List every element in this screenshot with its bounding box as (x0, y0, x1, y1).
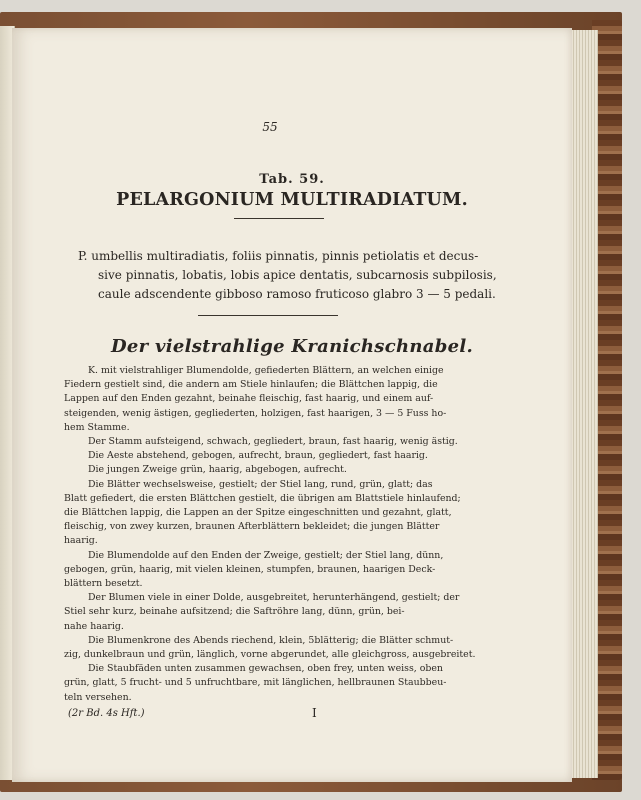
description-line: Fiedern gestielt sind, die andern am Stiele hinlaufen; die Blättchen lappig, die (64, 379, 438, 391)
description-line: Die Blätter wechselsweise, gestielt; der Stiel lang, rund, grün, glatt; das (88, 478, 433, 490)
section-divider (198, 315, 338, 316)
description-line: fleischig, von zwey kurzen, braunen Afterblättern bekleidet; die jungen Blätter (64, 521, 440, 533)
description-line: blättern besetzt. (64, 578, 143, 590)
signature-mark: (2r Bd. 4s Hft.) (68, 708, 145, 719)
description-line: steigenden, wenig ästigen, gegliederten, holzigen, fast haarigen, 3 — 5 Fuss ho- (64, 407, 447, 419)
description-line: Lappen auf den Enden gezahnt, beinahe fleischig, fast haarig, und einem auf- (64, 393, 434, 405)
description-line: Stiel sehr kurz, beinahe aufsitzend; die Saftröhre lang, dünn, grün, bei- (64, 606, 405, 618)
plate-label: Tab. 59. (259, 172, 325, 187)
latin-line: caule adscendente gibboso ramoso fruticoso glabro 3 — 5 pedali. (98, 287, 496, 301)
description-line: Die Blumendolde auf den Enden der Zweige, gestielt; der Stiel lang, dünn, (88, 549, 444, 561)
latin-diagnosis (78, 247, 497, 304)
description-line: nahe haarig. (64, 620, 124, 632)
page-stack-edge (568, 30, 598, 778)
description-line: gebogen, grün, haarig, mit vielen kleinen, stumpfen, braunen, haarigen Deck- (64, 563, 436, 575)
species-title: PELARGONIUM MULTIRADIATUM. (116, 190, 468, 210)
latin-line: P. umbellis multiradiatis, foliis pinnatis, pinnis petiolatis et decus- (78, 249, 479, 263)
description-line: haarig. (64, 535, 98, 547)
description-line: Die Aeste abstehend, gebogen, aufrecht, braun, gegliedert, fast haarig. (88, 450, 428, 462)
gathering-number: I (312, 706, 317, 720)
page-number: 55 (262, 120, 278, 134)
description-line: die Blättchen lappig, die Lappen an der Spitze eingeschnitten und gezahnt, glatt, (64, 507, 452, 519)
description-line: Der Blumen viele in einer Dolde, ausgebreitet, herunterhängend, gestielt; der (88, 592, 460, 604)
latin-line: sive pinnatis, lobatis, lobis apice dentatis, subcarnosis subpilosis, (98, 268, 497, 282)
description-line: zig, dunkelbraun und grün, länglich, vorne abgerundet, alle gleichgross, ausgebreitet. (64, 649, 476, 661)
book-page (12, 28, 572, 782)
description-line: teln versehen. (64, 691, 132, 703)
description-line: Der Stamm aufsteigend, schwach, gegliedert, braun, fast haarig, wenig ästig. (88, 436, 458, 448)
description-line: Blatt gefiedert, die ersten Blättchen gestielt, die übrigen am Blattstiele hinlaufend; (64, 492, 461, 504)
description-line: Die Staubfäden unten zusammen gewachsen, oben frey, unten weiss, oben (88, 663, 443, 675)
description-line: grün, glatt, 5 frucht- und 5 unfruchtbare, mit länglichen, hellbraunen Staubbeu- (64, 677, 447, 689)
description-line: K. mit vielstrahliger Blumendolde, gefiederten Blättern, an welchen einige (88, 365, 444, 376)
german-title: Der vielstrahlige Kranichschnabel. (110, 336, 474, 357)
description-line: hem Stamme. (64, 421, 130, 433)
description-line: Die Blumenkrone des Abends riechend, klein, 5blätterig; die Blätter schmut- (88, 634, 454, 646)
description-text (64, 364, 484, 705)
description-line: Die jungen Zweige grün, haarig, abgebogen, aufrecht. (88, 464, 347, 476)
title-divider (234, 218, 324, 219)
